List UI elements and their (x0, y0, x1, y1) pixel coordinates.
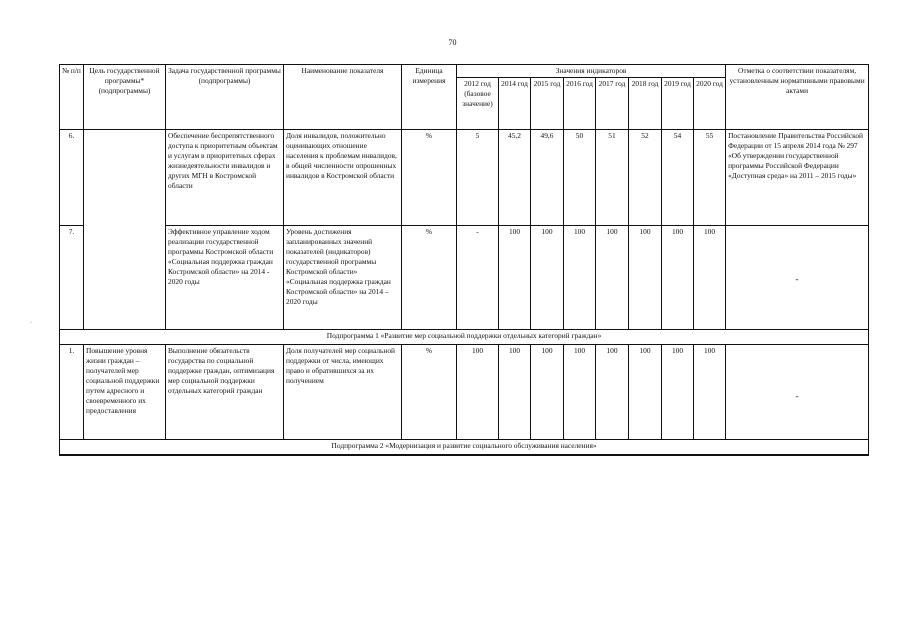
header-year-2012: 2012 год (базовое значение) (457, 78, 499, 130)
row-task: Обеспечение беспрепятственного доступа к приоритетным объектам и услугам в приоритетных сферах жизнедеятельности инвалидов и других МГН в Костромской области (166, 130, 284, 226)
header-row-1 (60, 65, 869, 78)
row-indicator: Доля получателей мер социальной поддержки от числа, имеющих право и обратившихся за их получением (284, 345, 402, 440)
row-num: 6. (60, 130, 84, 226)
row-task: Эффективное управление ходом реализации государственной программы Костромской области «Социальная поддержка граждан Костромской области» на 2014 - 2020 годы (166, 226, 284, 330)
header-values-group: Значения индикаторов (457, 65, 726, 78)
row-value-2020: 55 (694, 130, 726, 226)
header-year-2016: 2016 год (564, 78, 596, 130)
row-value-2012: 100 (457, 345, 499, 440)
row-task: Выполнение обязательств государства по социальной поддержке граждан, оптимизация мер социальной поддержки отдельных категорий граждан (166, 345, 284, 440)
subprogram-1-title: Подпрограмма 1 «Развитие мер социальной поддержки отдельных категорий граждан» (60, 330, 869, 345)
row-value-2019: 100 (662, 345, 694, 440)
row-value-2012: - (457, 226, 499, 330)
side-mark: · (30, 320, 32, 326)
row-value-2015: 49,6 (531, 130, 564, 226)
row-unit: % (402, 226, 457, 330)
table-row (60, 226, 869, 330)
row-value-2018: 100 (629, 226, 662, 330)
header-task: Задача государственной программы (подпрограммы) (166, 65, 284, 130)
row-num: 1. (60, 345, 84, 440)
row-value-2015: 100 (531, 345, 564, 440)
row-value-2016: 50 (564, 130, 596, 226)
header-year-2017: 2017 год (596, 78, 629, 130)
header-note: Отметка о соответствии показателям, установленным нормативными правовыми актами (726, 65, 869, 130)
subprogram-2-row (60, 440, 869, 455)
row-unit: % (402, 345, 457, 440)
row-value-2017: 100 (596, 345, 629, 440)
row-value-2018: 52 (629, 130, 662, 226)
row-value-2016: 100 (564, 226, 596, 330)
row-value-2014: 45,2 (499, 130, 531, 226)
row-num: 7. (60, 226, 84, 330)
row-note: Постановление Правительства Российской Федерации от 15 апреля 2014 года № 297 «Об утверждении государственной программы Российской Федерации «Доступная среда» на 2011 – 2015 годы» (726, 130, 869, 226)
row-value-2020: 100 (694, 226, 726, 330)
subprogram-1-row (60, 330, 869, 345)
row-indicator: Доля инвалидов, положительно оценивающих отношение населения к проблемам инвалидов, в общей численности опрошенных инвалидов в Костромской области (284, 130, 402, 226)
indicators-table-wrapper (59, 64, 865, 456)
subprogram-2-title: Подпрограмма 2 «Модернизация и развитие социального обслуживания населения» (60, 440, 869, 455)
row-value-2014: 100 (499, 226, 531, 330)
row-value-2017: 100 (596, 226, 629, 330)
page-number: 70 (448, 38, 457, 47)
row-value-2015: 100 (531, 226, 564, 330)
row-value-2016: 100 (564, 345, 596, 440)
row-value-2020: 100 (694, 345, 726, 440)
header-goal: Цель государственной программы* (подпрограммы) (84, 65, 166, 130)
row-note: - (726, 226, 869, 330)
table-row (60, 345, 869, 440)
row-value-2019: 100 (662, 226, 694, 330)
row-value-2012: 5 (457, 130, 499, 226)
header-num: № п/п (60, 65, 84, 130)
row-value-2018: 100 (629, 345, 662, 440)
table-row (60, 130, 869, 226)
row-goal: Повышение уровня жизни граждан – получателей мер социальной поддержки путем адресного и своевременного их предоставления (84, 345, 166, 440)
header-year-2015: 2015 год (531, 78, 564, 130)
header-year-2020: 2020 год (694, 78, 726, 130)
row-indicator: Уровень достижения запланированных значений показателей (индикаторов) государственной программы Костромской области» «Социальная поддержка граждан Костромской области» на 2014 – 2020 годы (284, 226, 402, 330)
header-year-2019: 2019 год (662, 78, 694, 130)
header-year-2014: 2014 год (499, 78, 531, 130)
row-goal (84, 130, 166, 330)
row-value-2019: 54 (662, 130, 694, 226)
row-value-2014: 100 (499, 345, 531, 440)
header-unit: Единица измерения (402, 65, 457, 130)
indicators-table (59, 64, 869, 456)
row-value-2017: 51 (596, 130, 629, 226)
row-unit: % (402, 130, 457, 226)
row-note: - (726, 345, 869, 440)
header-indicator: Наименование показателя (284, 65, 402, 130)
header-year-2018: 2018 год (629, 78, 662, 130)
